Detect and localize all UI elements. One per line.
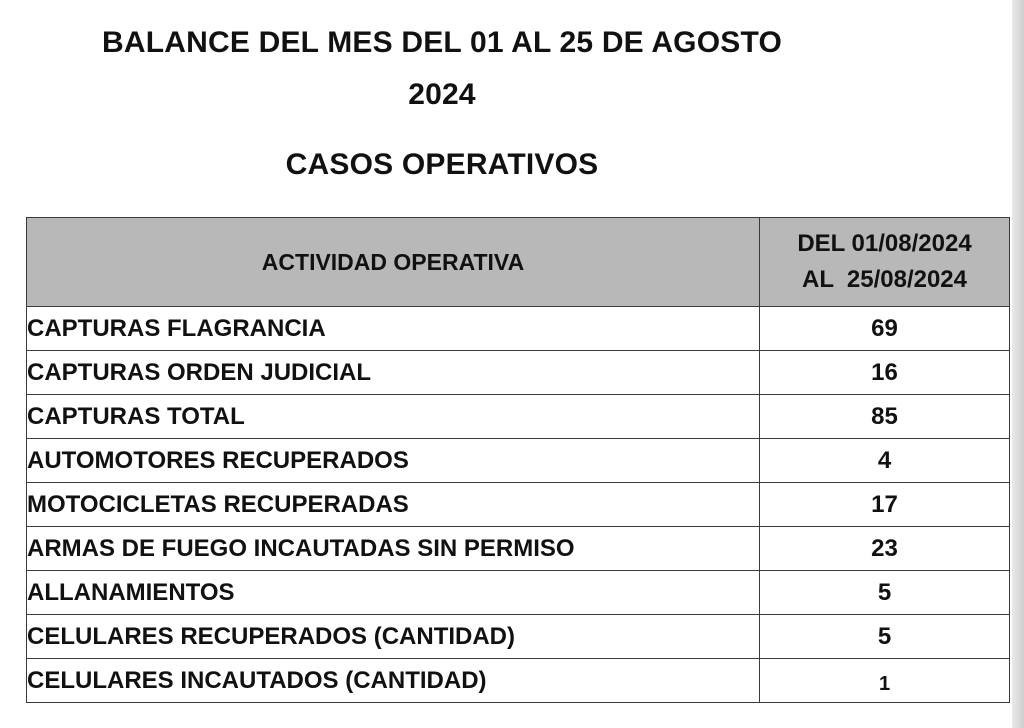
table-row [27,615,1010,659]
header-activity: ACTIVIDAD OPERATIVA [27,218,760,307]
row-label: ARMAS DE FUEGO INCAUTADAS SIN PERMISO [27,527,760,571]
page-edge-shadow [1012,0,1024,728]
row-label: CELULARES RECUPERADOS (CANTIDAD) [27,615,760,659]
table-row [27,571,1010,615]
row-value: 1 [760,659,1010,703]
operations-table [26,217,1010,703]
table-row [27,439,1010,483]
table-header-row [27,218,1010,307]
row-value: 69 [760,307,1010,351]
row-value: 5 [760,615,1010,659]
row-value: 16 [760,351,1010,395]
header-period-start: DEL 01/08/2024 [797,230,972,257]
table-row [27,483,1010,527]
table-row [27,307,1010,351]
row-label: CAPTURAS ORDEN JUDICIAL [27,351,760,395]
document-title: BALANCE DEL MES DEL 01 AL 25 DE AGOSTO [102,26,782,59]
table-row [27,659,1010,703]
header-period-end: AL 25/08/2024 [801,266,967,293]
row-value: 4 [760,439,1010,483]
row-label: CAPTURAS TOTAL [27,395,760,439]
section-subtitle: CASOS OPERATIVOS [285,148,599,181]
row-value: 17 [760,483,1010,527]
row-value: 23 [760,527,1010,571]
header-period [760,218,1010,307]
document-title-year: 2024 [408,78,476,111]
row-value: 5 [760,571,1010,615]
row-label: AUTOMOTORES RECUPERADOS [27,439,760,483]
table-row [27,527,1010,571]
row-label: CAPTURAS FLAGRANCIA [27,307,760,351]
table-row [27,395,1010,439]
table-row [27,351,1010,395]
row-label: ALLANAMIENTOS [27,571,760,615]
row-value: 85 [760,395,1010,439]
row-label: MOTOCICLETAS RECUPERADAS [27,483,760,527]
row-label: CELULARES INCAUTADOS (CANTIDAD) [27,659,760,703]
